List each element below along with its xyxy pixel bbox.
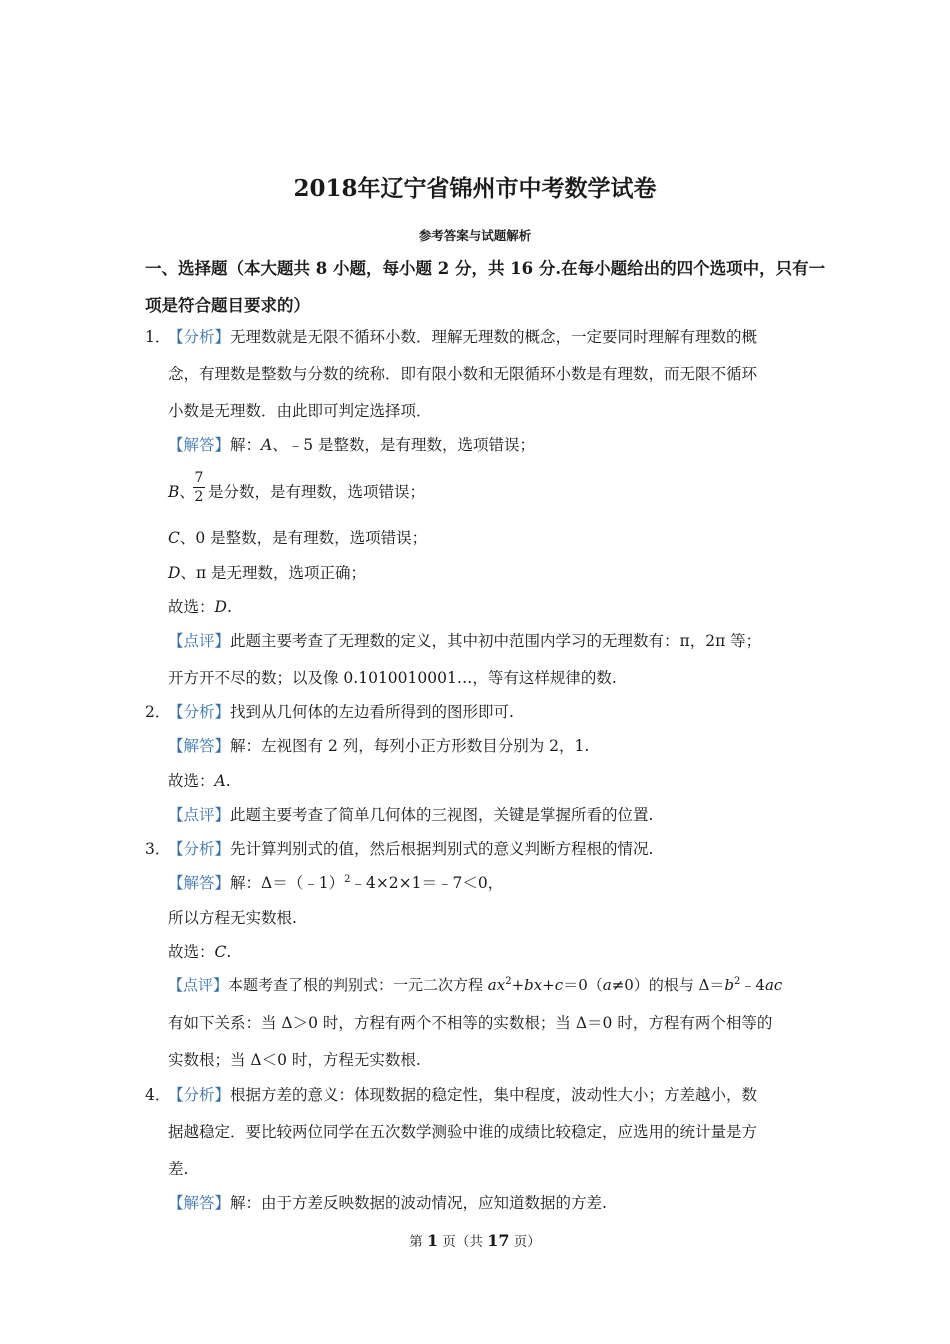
footer-prefix: 第 — [409, 1234, 427, 1250]
q1-analysis-line3: 小数是无理数．由此即可判定选择项． — [168, 402, 432, 420]
footer-total-pages: 17 — [487, 1231, 510, 1250]
q3-comment-eq: ＝0（ — [563, 976, 603, 994]
analysis-tag: 【分析】 — [168, 703, 231, 721]
q3-answer-exponent: 2 — [344, 874, 351, 885]
q2-answer — [168, 734, 589, 756]
fraction-bar — [193, 487, 205, 488]
q2-answer-text: 解：左视图有 2 列，每列小正方形数目分别为 2，1. — [230, 737, 590, 755]
q2-analysis — [168, 700, 514, 722]
q3-comment-plus: + — [511, 976, 525, 994]
q3-answer — [168, 871, 503, 893]
q1-comment-line2: 开方开不尽的数；以及像 0.1010010001…，等有这样规律的数. — [168, 669, 617, 687]
q3-comment-line1 — [168, 974, 782, 995]
analysis-tag: 【分析】 — [168, 1086, 231, 1104]
page-subtitle: 参考答案与试题解析 — [418, 228, 532, 243]
q3-comment-minus: ﹣4 — [740, 976, 765, 994]
q1-option-a-text: 、﹣5 是整数，是有理数，选项错误； — [272, 436, 536, 454]
q3-choice-letter: C — [214, 943, 227, 961]
q4-answer — [168, 1191, 607, 1213]
answer-tag: 【解答】 — [168, 1194, 231, 1212]
q3-number: 3． — [145, 840, 171, 858]
footer-middle: 页（共 — [438, 1234, 488, 1250]
q3-comment-bx: bx — [524, 976, 543, 994]
q1-choice-prefix: 故选： — [168, 598, 215, 616]
q4-analysis-line1 — [168, 1083, 757, 1105]
section-heading-line1: 一、选择题（本大题共 8 小题，每小题 2 分，共 16 分.在每小题给出的四个选项中，只有一 — [145, 259, 826, 278]
q3-answer-post: ﹣4×2×1＝﹣7＜0， — [350, 874, 504, 892]
q1-answer-line-c — [168, 526, 427, 548]
fraction-numerator: 7 — [194, 470, 204, 486]
q1-option-d-text: 、π 是无理数，选项正确； — [180, 564, 367, 582]
q1-number: 1． — [145, 328, 171, 346]
comment-tag: 【点评】 — [168, 976, 229, 994]
q4-analysis-line2: 据越稳定．要比较两位同学在五次数学测验中谁的成绩比较稳定，应选用的统计量是方 — [168, 1123, 758, 1141]
q1-answer-prefix: 解： — [230, 436, 262, 454]
q3-analysis-text: 先计算判别式的值，然后根据判别式的意义判断方程根的情况. — [230, 840, 654, 858]
q3-comment-sup2: 2 — [734, 976, 741, 987]
answer-tag: 【解答】 — [168, 737, 231, 755]
answer-tag: 【解答】 — [168, 436, 231, 454]
q1-answer-line1 — [168, 433, 535, 455]
q3-comment-c: c — [554, 976, 564, 994]
q3-answer-pre: 解：Δ＝（﹣1） — [230, 874, 345, 892]
q1-answer-line-d — [168, 561, 366, 583]
q3-choice-prefix: 故选： — [168, 943, 215, 961]
q2-choice-prefix: 故选： — [168, 772, 215, 790]
q1-choice-end: . — [226, 598, 232, 616]
fraction-seven-halves — [193, 470, 205, 505]
q2-comment — [168, 803, 653, 825]
q3-answer-line2: 所以方程无实数根. — [168, 909, 297, 927]
q3-comment-line2: 有如下关系：当 Δ＞0 时，方程有两个不相等的实数根；当 Δ＝0 时，方程有两个相等的 — [168, 1014, 773, 1032]
q3-comment-b: b — [724, 976, 735, 994]
q3-comment-ac: ac — [764, 976, 783, 994]
q4-analysis-text1: 根据方差的意义：体现数据的稳定性，集中程度，波动性大小；方差越小，数 — [230, 1086, 758, 1104]
q1-option-a: A — [261, 436, 273, 454]
q3-choice — [168, 940, 231, 962]
section-heading-line2: 项是符合题目要求的） — [145, 296, 310, 315]
footer-suffix: 页） — [509, 1234, 541, 1250]
q2-comment-text: 此题主要考查了简单几何体的三视图，关键是掌握所看的位置. — [230, 806, 654, 824]
q3-comment-line3: 实数根；当 Δ＜0 时，方程无实数根. — [168, 1051, 421, 1069]
q1-comment-line1 — [168, 629, 761, 651]
page-footer — [0, 1230, 950, 1250]
q3-choice-end: . — [226, 943, 232, 961]
q4-number: 4． — [145, 1086, 171, 1104]
comment-tag: 【点评】 — [168, 632, 231, 650]
footer-page-number: 1 — [427, 1231, 439, 1250]
page-title: 2018年辽宁省锦州市中考数学试卷 — [293, 175, 657, 202]
q2-analysis-text: 找到从几何体的左边看所得到的图形即可. — [230, 703, 514, 721]
q3-comment-sup: 2 — [505, 976, 512, 987]
q3-comment-a2: a — [602, 976, 612, 994]
q1-analysis-line2: 念，有理数是整数与分数的统称．即有限小数和无限循环小数是有理数，而无限不循环 — [168, 365, 758, 383]
q1-comment-text1: 此题主要考查了无理数的定义，其中初中范围内学习的无理数有：π，2π 等； — [230, 632, 762, 650]
q1-choice-letter: D — [214, 598, 227, 616]
fraction-denominator: 2 — [194, 489, 204, 505]
q1-option-b-text: 是分数，是有理数，选项错误； — [208, 483, 426, 501]
q3-comment-ax: ax — [487, 976, 506, 994]
q4-answer-text: 解：由于方差反映数据的波动情况，应知道数据的方差. — [230, 1194, 607, 1212]
q1-answer-line-b — [168, 480, 195, 502]
analysis-tag: 【分析】 — [168, 840, 231, 858]
q1-option-b-sep: 、 — [179, 483, 195, 501]
q1-choice — [168, 595, 232, 617]
q2-number: 2． — [145, 703, 171, 721]
q1-option-c-text: 、0 是整数，是有理数，选项错误； — [179, 529, 428, 547]
q3-comment-ne: ≠0）的根与 Δ＝ — [611, 976, 725, 994]
q4-analysis-line3: 差. — [168, 1160, 189, 1178]
q3-comment-a: 本题考查了根的判别式：一元二次方程 — [228, 976, 488, 994]
analysis-tag: 【分析】 — [168, 328, 231, 346]
q3-comment-plus2: + — [542, 976, 555, 994]
q1-analysis-line1 — [168, 325, 757, 347]
q1-analysis-text1: 无理数就是无限不循环小数．理解无理数的概念，一定要同时理解有理数的概 — [230, 328, 758, 346]
q1-option-c: C — [168, 529, 180, 547]
answer-tag: 【解答】 — [168, 874, 231, 892]
q1-option-b: B — [168, 483, 180, 501]
q3-analysis — [168, 837, 653, 859]
q2-choice-letter: A — [214, 772, 226, 790]
q2-choice-end: . — [225, 772, 231, 790]
q1-option-d: D — [168, 564, 181, 582]
q2-choice — [168, 769, 231, 791]
comment-tag: 【点评】 — [168, 806, 231, 824]
